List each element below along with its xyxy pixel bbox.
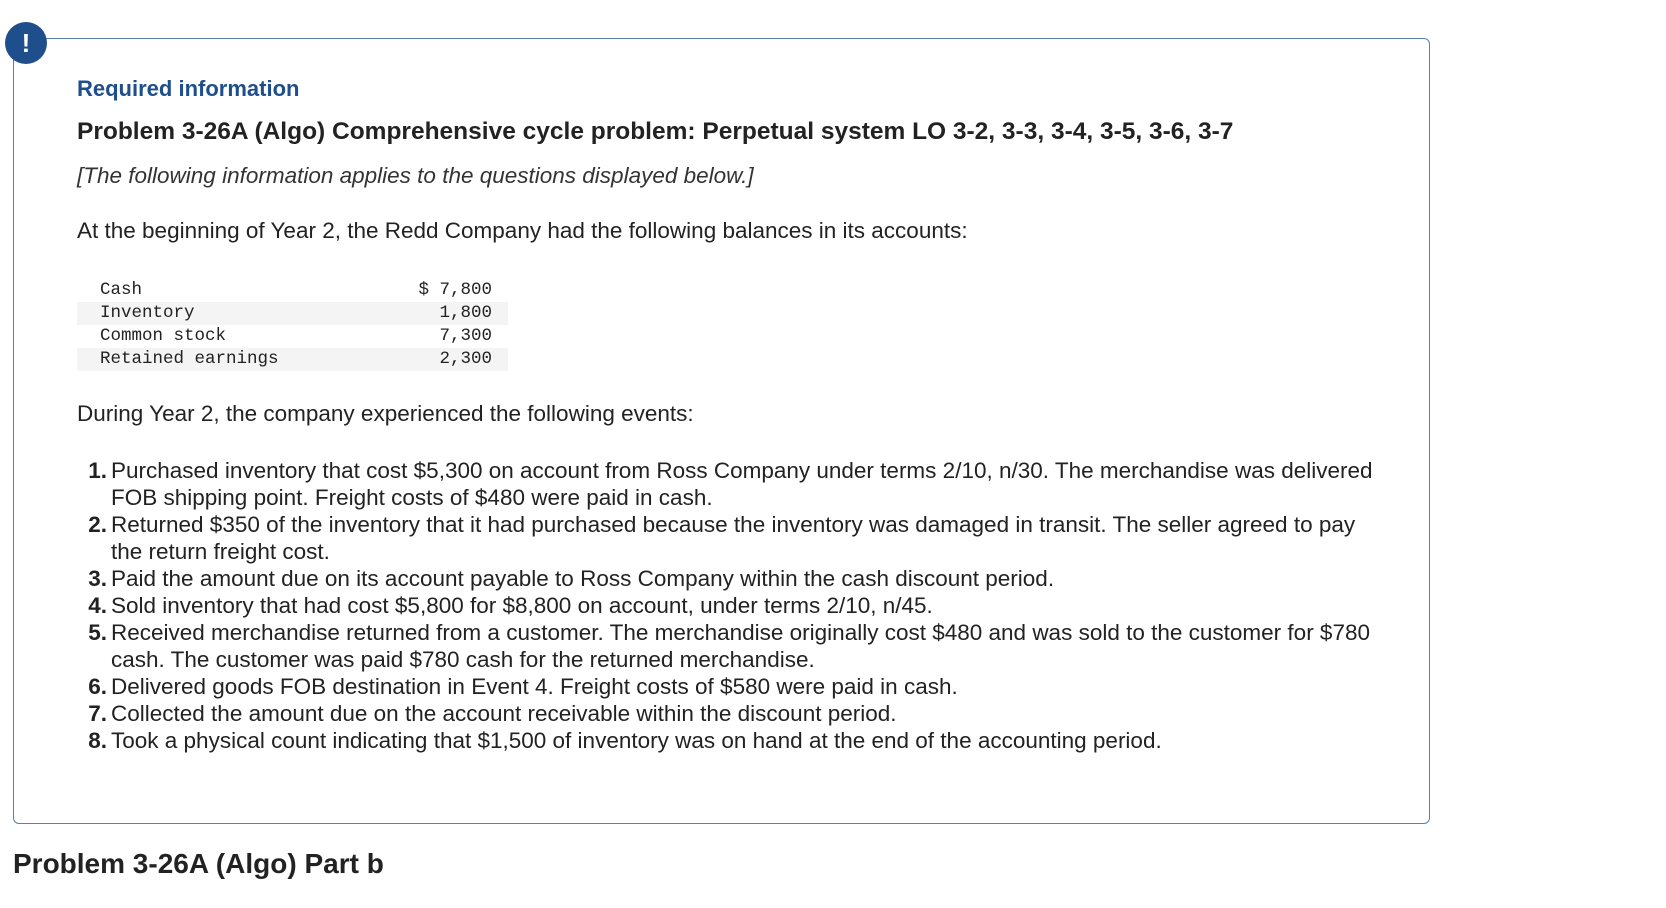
account-amount: 2,300 <box>410 348 508 371</box>
account-amount: $ 7,800 <box>418 280 492 300</box>
account-balances-table <box>77 279 508 371</box>
event-text: Collected the amount due on the account receivable within the discount period. <box>111 701 897 726</box>
events-intro: During Year 2, the company experienced the following events: <box>77 401 694 426</box>
event-number: 7. <box>88 701 107 726</box>
event-number: 6. <box>88 674 107 699</box>
event-number: 1. <box>88 458 107 483</box>
account-name: Cash <box>100 280 143 300</box>
account-name: Retained earnings <box>77 348 410 371</box>
table-row <box>77 325 508 348</box>
list-item <box>77 511 1377 565</box>
event-text: Took a physical count indicating that $1,500 of inventory was on hand at the end of the accounting period. <box>111 728 1162 753</box>
list-item <box>77 457 1377 511</box>
alert-icon: ! <box>5 22 47 64</box>
event-text: Sold inventory that had cost $5,800 for $8,800 on account, under terms 2/10, n/45. <box>111 593 933 618</box>
account-amount: 7,300 <box>439 326 492 346</box>
account-amount: 1,800 <box>410 302 508 325</box>
account-name: Inventory <box>77 302 410 325</box>
event-number: 4. <box>88 593 107 618</box>
event-text: Returned $350 of the inventory that it had purchased because the inventory was damaged in transit. The seller agreed to pay the return freight cost. <box>111 512 1356 564</box>
events-list <box>77 457 1377 754</box>
event-text: Paid the amount due on its account payable to Ross Company within the cash discount period. <box>111 566 1055 591</box>
balances-intro: At the beginning of Year 2, the Redd Company had the following balances in its accounts: <box>77 218 968 243</box>
table-row <box>77 279 508 302</box>
problem-title: Problem 3-26A (Algo) Comprehensive cycle problem: Perpetual system LO 3-2, 3-3, 3-4, 3-5, 3-6, 3-7 <box>77 118 1234 145</box>
event-text: Received merchandise returned from a customer. The merchandise originally cost $480 and was sold to the customer for $780 cash. The customer was paid $780 cash for the returned merchandise. <box>111 620 1370 672</box>
event-text: Delivered goods FOB destination in Event 4. Freight costs of $580 were paid in cash. <box>111 674 958 699</box>
list-item <box>77 673 1377 700</box>
table-row <box>77 348 508 371</box>
event-number: 3. <box>88 566 107 591</box>
account-name: Common stock <box>100 326 227 346</box>
part-heading: Problem 3-26A (Algo) Part b <box>13 848 384 879</box>
list-item <box>77 619 1377 673</box>
event-number: 2. <box>88 512 107 537</box>
list-item <box>77 727 1377 754</box>
event-number: 8. <box>88 728 107 753</box>
list-item <box>77 565 1377 592</box>
table-row <box>77 302 508 325</box>
required-information-label: Required information <box>77 76 300 101</box>
event-text: Purchased inventory that cost $5,300 on account from Ross Company under terms 2/10, n/30. The merchandise was delivered FOB shipping point. Freight costs of $480 were paid in cash. <box>111 458 1373 510</box>
applies-note: [The following information applies to the questions displayed below.] <box>77 163 754 188</box>
list-item <box>77 592 1377 619</box>
list-item <box>77 700 1377 727</box>
event-number: 5. <box>88 620 107 645</box>
